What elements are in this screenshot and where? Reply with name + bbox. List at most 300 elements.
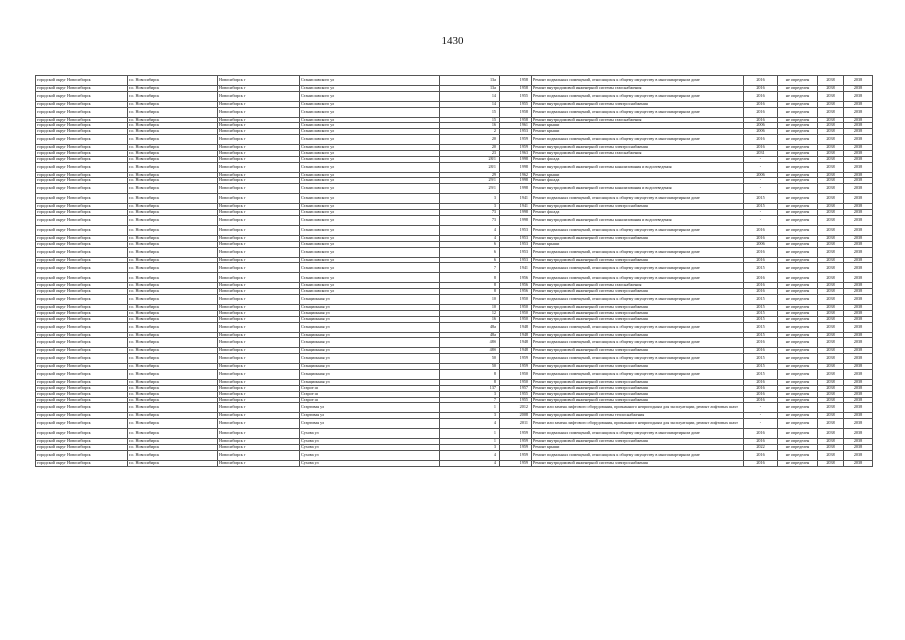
table-cell-city: Новосибирск г <box>218 156 300 162</box>
table-cell-locality: г.о. Новосибирск <box>128 145 218 151</box>
table-cell-year: 1955 <box>500 397 532 403</box>
table-cell-year-to: 2038 <box>844 385 873 391</box>
table-cell-house: 4 <box>440 460 500 466</box>
table-cell-municipality: городской округ Новосибирск <box>36 135 128 145</box>
table-cell-cost: не определен <box>778 391 818 397</box>
table-cell-year-from: 2038 <box>818 413 844 419</box>
table-cell-locality: г.о. Новосибирск <box>128 460 218 466</box>
table-cell-street: Станиславского ул <box>300 101 440 107</box>
table-cell-year: 1953 <box>500 129 532 135</box>
table-cell-year: 1948 <box>500 322 532 332</box>
table-cell-city: Новосибирск г <box>218 194 300 204</box>
table-cell-year: 1956 <box>500 273 532 283</box>
table-cell-house: 20 <box>440 145 500 151</box>
table-cell-house: 6 <box>440 257 500 263</box>
table-cell-work-type: Ремонт внутридомовой инженерной системы теплоснабжения <box>532 413 744 419</box>
table-cell-locality: г.о. Новосибирск <box>128 162 218 172</box>
table-cell-street: Станционная ул <box>300 380 440 386</box>
table-cell-house: 16 <box>440 316 500 322</box>
table-cell-house: 29 <box>440 172 500 178</box>
table-cell-cost: не определен <box>778 310 818 316</box>
table-cell-municipality: городской округ Новосибирск <box>36 241 128 247</box>
table-cell-house: 137 <box>440 385 500 391</box>
table-cell-municipality: городской округ Новосибирск <box>36 225 128 235</box>
table-cell-work-type: Ремонт внутридомовой инженерной системы электроснабжения <box>532 316 744 322</box>
table-cell-cost: не определен <box>778 263 818 273</box>
table-cell-work-type: Ремонт подвальных помещений, относящихся к общему имуществу в многоквартирном доме <box>532 273 744 283</box>
table-cell-year: 1959 <box>500 135 532 145</box>
table-cell-year-to: 2038 <box>844 445 873 451</box>
table-cell-street: Станиславского ул <box>300 135 440 145</box>
table-cell-year-to: 2038 <box>844 370 873 380</box>
table-cell-house: 13а <box>440 86 500 92</box>
table-cell-city: Новосибирск г <box>218 305 300 311</box>
table-cell-plan-years: - <box>744 184 778 194</box>
table-cell-street: Старое ш <box>300 385 440 391</box>
table-cell-year-to: 2038 <box>844 450 873 460</box>
table-cell-municipality: городской округ Новосибирск <box>36 247 128 257</box>
table-cell-year-from: 2038 <box>818 135 844 145</box>
table-cell-street: Станиславского ул <box>300 184 440 194</box>
table-cell-year: 1957 <box>500 385 532 391</box>
table-cell-plan-years: 2022 <box>744 445 778 451</box>
table-cell-house: 4 <box>440 450 500 460</box>
table-cell-street: Станиславского ул <box>300 129 440 135</box>
table-cell-year: 1950 <box>500 370 532 380</box>
table-cell-year-to: 2038 <box>844 397 873 403</box>
table-cell-street: Станиславского ул <box>300 204 440 210</box>
table-cell-cost: не определен <box>778 101 818 107</box>
table-cell-city: Новосибирск г <box>218 91 300 101</box>
table-cell-locality: г.о. Новосибирск <box>128 150 218 156</box>
table-cell-house: 28/1 <box>440 156 500 162</box>
table-cell-house: 4 <box>440 419 500 429</box>
table-cell-city: Новосибирск г <box>218 391 300 397</box>
table-cell-year-to: 2038 <box>844 150 873 156</box>
table-cell-cost: не определен <box>778 316 818 322</box>
table-cell-street: Станиславского ул <box>300 178 440 184</box>
table-cell-street: Сухова ул <box>300 429 440 439</box>
table-cell-municipality: городской округ Новосибирск <box>36 403 128 413</box>
table-cell-year-to: 2038 <box>844 439 873 445</box>
table-cell-year-from: 2038 <box>818 429 844 439</box>
table-cell-cost: не определен <box>778 215 818 225</box>
table-cell-municipality: городской округ Новосибирск <box>36 316 128 322</box>
table-cell-cost: не определен <box>778 107 818 117</box>
table-cell-plan-years: 2015 <box>744 305 778 311</box>
table-cell-street: Станционная ул <box>300 295 440 305</box>
table-cell-work-type: Ремонт внутридомовой инженерной системы электроснабжения <box>532 460 744 466</box>
table-cell-street: Стартовая ул <box>300 419 440 429</box>
table-row <box>36 370 873 380</box>
table-cell-municipality: городской округ Новосибирск <box>36 354 128 364</box>
table-cell-year: 1958 <box>500 107 532 117</box>
table-row <box>36 322 873 332</box>
table-cell-year: 1941 <box>500 204 532 210</box>
table-cell-plan-years: 2016 <box>744 273 778 283</box>
table-cell-city: Новосибирск г <box>218 332 300 338</box>
table-cell-year: 1963 <box>500 150 532 156</box>
table-cell-street: Старое ш <box>300 391 440 397</box>
table-cell-plan-years: 2015 <box>744 295 778 305</box>
table-cell-plan-years: 2016 <box>744 91 778 101</box>
table-cell-cost: не определен <box>778 354 818 364</box>
table-row <box>36 162 873 172</box>
table-cell-work-type: Ремонт подвальных помещений, относящихся к общему имуществу в многоквартирном доме <box>532 429 744 439</box>
table-cell-cost: не определен <box>778 194 818 204</box>
table-cell-year-from: 2038 <box>818 204 844 210</box>
table-cell-street: Станционная ул <box>300 310 440 316</box>
table-cell-year-from: 2038 <box>818 445 844 451</box>
table-cell-municipality: городской округ Новосибирск <box>36 145 128 151</box>
table-cell-city: Новосибирск г <box>218 370 300 380</box>
table-cell-plan-years: 2016 <box>744 348 778 354</box>
table-row <box>36 135 873 145</box>
table-cell-year-to: 2038 <box>844 172 873 178</box>
table-cell-work-type: Ремонт фасада <box>532 210 744 216</box>
table-cell-plan-years: 2006 <box>744 123 778 129</box>
table-cell-city: Новосибирск г <box>218 210 300 216</box>
table-cell-street: Станиславского ул <box>300 283 440 289</box>
table-cell-year: 1953 <box>500 225 532 235</box>
table-cell-locality: г.о. Новосибирск <box>128 413 218 419</box>
repair-schedule-table <box>35 75 873 467</box>
table-cell-year: 1998 <box>500 156 532 162</box>
table-cell-municipality: городской округ Новосибирск <box>36 332 128 338</box>
table-cell-municipality: городской округ Новосибирск <box>36 289 128 295</box>
table-cell-municipality: городской округ Новосибирск <box>36 450 128 460</box>
table-cell-cost: не определен <box>778 184 818 194</box>
table-cell-street: Станиславского ул <box>300 156 440 162</box>
table-cell-city: Новосибирск г <box>218 338 300 348</box>
table-cell-work-type: Ремонт внутридомовой инженерной системы электроснабжения <box>532 289 744 295</box>
table-cell-year-from: 2038 <box>818 91 844 101</box>
table-cell-cost: не определен <box>778 235 818 241</box>
table-cell-locality: г.о. Новосибирск <box>128 289 218 295</box>
table-cell-locality: г.о. Новосибирск <box>128 316 218 322</box>
table-cell-plan-years: 2015 <box>744 322 778 332</box>
table-cell-year-to: 2038 <box>844 413 873 419</box>
table-cell-year-from: 2038 <box>818 305 844 311</box>
table-cell-year-from: 2038 <box>818 101 844 107</box>
table-cell-municipality: городской округ Новосибирск <box>36 215 128 225</box>
table-cell-street: Станционная ул <box>300 370 440 380</box>
table-cell-plan-years: 2015 <box>744 332 778 338</box>
table-cell-municipality: городской округ Новосибирск <box>36 210 128 216</box>
table-cell-year-to: 2038 <box>844 305 873 311</box>
table-cell-year: 1956 <box>500 283 532 289</box>
table-cell-plan-years: 2016 <box>744 380 778 386</box>
table-cell-street: Станционная ул <box>300 322 440 332</box>
table-cell-work-type: Ремонт подвальных помещений, относящихся к общему имуществу в многоквартирном доме <box>532 263 744 273</box>
table-cell-locality: г.о. Новосибирск <box>128 332 218 338</box>
table-cell-year-from: 2038 <box>818 117 844 123</box>
table-cell-cost: не определен <box>778 91 818 101</box>
table-cell-cost: не определен <box>778 419 818 429</box>
table-cell-cost: не определен <box>778 413 818 419</box>
table-cell-locality: г.о. Новосибирск <box>128 86 218 92</box>
table-cell-locality: г.о. Новосибирск <box>128 295 218 305</box>
table-cell-year-to: 2038 <box>844 338 873 348</box>
table-cell-year-from: 2038 <box>818 403 844 413</box>
table-cell-street: Станционная ул <box>300 332 440 338</box>
table-cell-year-from: 2038 <box>818 215 844 225</box>
table-cell-year-to: 2038 <box>844 247 873 257</box>
table-cell-municipality: городской округ Новосибирск <box>36 194 128 204</box>
table-cell-year-from: 2038 <box>818 316 844 322</box>
table-row <box>36 263 873 273</box>
table-cell-work-type: Ремонт подвальных помещений, относящихся к общему имуществу в многоквартирном доме <box>532 370 744 380</box>
table-cell-house: 15 <box>440 117 500 123</box>
table-cell-cost: не определен <box>778 403 818 413</box>
table-cell-year-from: 2038 <box>818 397 844 403</box>
table-cell-municipality: городской округ Новосибирск <box>36 295 128 305</box>
table-cell-year: 1956 <box>500 289 532 295</box>
table-cell-year-to: 2038 <box>844 91 873 101</box>
table-cell-year-to: 2038 <box>844 257 873 263</box>
table-cell-plan-years: 2016 <box>744 385 778 391</box>
table-cell-year-to: 2038 <box>844 273 873 283</box>
table-cell-locality: г.о. Новосибирск <box>128 385 218 391</box>
table-cell-city: Новосибирск г <box>218 117 300 123</box>
table-cell-work-type: Ремонт подвальных помещений, относящихся к общему имуществу в многоквартирном доме <box>532 322 744 332</box>
table-cell-city: Новосибирск г <box>218 135 300 145</box>
table-cell-city: Новосибирск г <box>218 403 300 413</box>
table-cell-municipality: городской округ Новосибирск <box>36 76 128 86</box>
table-cell-municipality: городской округ Новосибирск <box>36 156 128 162</box>
table-cell-year-from: 2038 <box>818 194 844 204</box>
table-cell-municipality: городской округ Новосибирск <box>36 172 128 178</box>
table-cell-municipality: городской округ Новосибирск <box>36 445 128 451</box>
table-cell-municipality: городской округ Новосибирск <box>36 391 128 397</box>
table-cell-street: Станиславского ул <box>300 257 440 263</box>
table-cell-work-type: Ремонт внутридомовой инженерной системы электроснабжения <box>532 385 744 391</box>
table-cell-cost: не определен <box>778 322 818 332</box>
table-cell-year-to: 2038 <box>844 135 873 145</box>
table-row <box>36 225 873 235</box>
table-cell-year-to: 2038 <box>844 225 873 235</box>
table-cell-house: 3 <box>440 413 500 419</box>
table-cell-street: Станционная ул <box>300 305 440 311</box>
table-cell-city: Новосибирск г <box>218 241 300 247</box>
table-cell-plan-years: 2016 <box>744 101 778 107</box>
table-cell-year: 1953 <box>500 247 532 257</box>
table-cell-locality: г.о. Новосибирск <box>128 310 218 316</box>
table-cell-city: Новосибирск г <box>218 322 300 332</box>
table-cell-year-from: 2038 <box>818 150 844 156</box>
table-cell-municipality: городской округ Новосибирск <box>36 263 128 273</box>
table-cell-year: 1959 <box>500 354 532 364</box>
table-cell-city: Новосибирск г <box>218 295 300 305</box>
table-cell-house: 73 <box>440 215 500 225</box>
table-cell-year: 1953 <box>500 241 532 247</box>
table-cell-street: Сухова ул <box>300 460 440 466</box>
table-cell-year-to: 2038 <box>844 162 873 172</box>
table-cell-work-type: Ремонт внутридомовой инженерной системы электроснабжения <box>532 305 744 311</box>
table-cell-plan-years: 2016 <box>744 135 778 145</box>
table-cell-year: 1961 <box>500 123 532 129</box>
table-cell-cost: не определен <box>778 305 818 311</box>
table-cell-year: 1948 <box>500 338 532 348</box>
table-cell-year-from: 2038 <box>818 385 844 391</box>
table-cell-year-to: 2038 <box>844 86 873 92</box>
table-cell-work-type: Ремонт подвальных помещений, относящихся к общему имуществу в многоквартирном доме <box>532 107 744 117</box>
table-cell-year: 1950 <box>500 380 532 386</box>
table-cell-house: 3 <box>440 204 500 210</box>
table-cell-city: Новосибирск г <box>218 107 300 117</box>
table-cell-year: 1958 <box>500 86 532 92</box>
table-cell-house: 73 <box>440 210 500 216</box>
table-cell-year-from: 2038 <box>818 460 844 466</box>
table-cell-year-from: 2038 <box>818 322 844 332</box>
table-cell-house: 15 <box>440 107 500 117</box>
table-cell-year: 1948 <box>500 332 532 338</box>
table-cell-cost: не определен <box>778 460 818 466</box>
table-cell-city: Новосибирск г <box>218 145 300 151</box>
table-cell-house: 48а <box>440 332 500 338</box>
table-cell-house: 10 <box>440 295 500 305</box>
table-cell-plan-years: 2016 <box>744 107 778 117</box>
table-cell-year-from: 2038 <box>818 184 844 194</box>
table-cell-city: Новосибирск г <box>218 215 300 225</box>
table-cell-plan-years: 2031 <box>744 150 778 156</box>
table-cell-plan-years: - <box>744 162 778 172</box>
table-cell-year-to: 2038 <box>844 178 873 184</box>
table-cell-year-to: 2038 <box>844 364 873 370</box>
table-cell-city: Новосибирск г <box>218 129 300 135</box>
table-cell-year-from: 2038 <box>818 439 844 445</box>
table-cell-year-from: 2038 <box>818 76 844 86</box>
table-cell-house: 14 <box>440 101 500 107</box>
table-cell-locality: г.о. Новосибирск <box>128 322 218 332</box>
table-cell-municipality: городской округ Новосибирск <box>36 91 128 101</box>
table-cell-city: Новосибирск г <box>218 123 300 129</box>
table-cell-year: 1998 <box>500 215 532 225</box>
table-cell-year-from: 2038 <box>818 283 844 289</box>
table-cell-house: 4 <box>440 225 500 235</box>
table-cell-work-type: Ремонт внутридомовой инженерной системы газоснабжения <box>532 150 744 156</box>
table-cell-cost: не определен <box>778 145 818 151</box>
table-cell-plan-years: 2016 <box>744 117 778 123</box>
table-cell-year-from: 2038 <box>818 123 844 129</box>
table-cell-street: Старое ш <box>300 397 440 403</box>
table-cell-locality: г.о. Новосибирск <box>128 235 218 241</box>
table-cell-municipality: городской округ Новосибирск <box>36 178 128 184</box>
table-cell-municipality: городской округ Новосибирск <box>36 283 128 289</box>
table-cell-municipality: городской округ Новосибирск <box>36 162 128 172</box>
table-cell-year-from: 2038 <box>818 391 844 397</box>
table-cell-house: 28/1 <box>440 162 500 172</box>
table-cell-year: 2011 <box>500 419 532 429</box>
table-cell-plan-years: - <box>744 403 778 413</box>
table-cell-street: Стартовая ул <box>300 413 440 419</box>
table-cell-year: 1950 <box>500 310 532 316</box>
table-cell-year-to: 2038 <box>844 295 873 305</box>
table-cell-year-from: 2038 <box>818 380 844 386</box>
table-cell-year-from: 2038 <box>818 263 844 273</box>
table-cell-city: Новосибирск г <box>218 445 300 451</box>
table-cell-city: Новосибирск г <box>218 310 300 316</box>
table-cell-year-to: 2038 <box>844 429 873 439</box>
table-cell-cost: не определен <box>778 429 818 439</box>
table-cell-year: 1950 <box>500 316 532 322</box>
table-cell-work-type: Ремонт внутридомовой инженерной системы электроснабжения <box>532 439 744 445</box>
table-cell-cost: не определен <box>778 364 818 370</box>
table-cell-plan-years: - <box>744 156 778 162</box>
table-cell-plan-years: 2015 <box>744 194 778 204</box>
table-cell-cost: не определен <box>778 150 818 156</box>
table-cell-plan-years: 2016 <box>744 76 778 86</box>
table-cell-municipality: городской округ Новосибирск <box>36 123 128 129</box>
table-cell-municipality: городской округ Новосибирск <box>36 257 128 263</box>
table-cell-plan-years: 2015 <box>744 310 778 316</box>
table-cell-year: 1959 <box>500 439 532 445</box>
table-cell-year-to: 2038 <box>844 380 873 386</box>
page-number: 1430 <box>441 35 464 47</box>
table-cell-house: 6 <box>440 247 500 257</box>
table-cell-municipality: городской округ Новосибирск <box>36 184 128 194</box>
table-cell-year-from: 2038 <box>818 338 844 348</box>
table-cell-year: 1958 <box>500 117 532 123</box>
table-cell-year-to: 2038 <box>844 210 873 216</box>
table-cell-year-to: 2038 <box>844 332 873 338</box>
table-cell-work-type: Ремонт подвальных помещений, относящихся к общему имуществу в многоквартирном доме <box>532 354 744 364</box>
table-cell-year: 1962 <box>500 172 532 178</box>
table-cell-municipality: городской округ Новосибирск <box>36 397 128 403</box>
table-cell-house: 1 <box>440 403 500 413</box>
table-cell-cost: не определен <box>778 162 818 172</box>
table-cell-plan-years: - <box>744 419 778 429</box>
table-cell-work-type: Ремонт крыши <box>532 129 744 135</box>
table-cell-locality: г.о. Новосибирск <box>128 429 218 439</box>
table-cell-house: 50 <box>440 364 500 370</box>
table-cell-work-type: Ремонт внутридомовой инженерной системы газоснабжения <box>532 86 744 92</box>
table-cell-city: Новосибирск г <box>218 364 300 370</box>
table-cell-year-to: 2038 <box>844 76 873 86</box>
table-cell-work-type: Ремонт внутридомовой инженерной системы электроснабжения <box>532 257 744 263</box>
table-cell-house: 16 <box>440 123 500 129</box>
table-body <box>36 76 873 467</box>
table-cell-house: 29/1 <box>440 184 500 194</box>
table-cell-cost: не определен <box>778 257 818 263</box>
table-cell-work-type: Ремонт фасада <box>532 178 744 184</box>
table-cell-year-from: 2038 <box>818 273 844 283</box>
table-row <box>36 450 873 460</box>
table-cell-plan-years: 2006 <box>744 172 778 178</box>
table-cell-street: Станиславского ул <box>300 145 440 151</box>
table-cell-plan-years: - <box>744 178 778 184</box>
table-cell-year-to: 2038 <box>844 289 873 295</box>
table-cell-locality: г.о. Новосибирск <box>128 380 218 386</box>
table-cell-year: 1958 <box>500 76 532 86</box>
table-row <box>36 215 873 225</box>
table-cell-plan-years: 2015 <box>744 370 778 380</box>
table-cell-locality: г.о. Новосибирск <box>128 370 218 380</box>
table-cell-cost: не определен <box>778 450 818 460</box>
table-row <box>36 338 873 348</box>
table-cell-plan-years: 2006 <box>744 241 778 247</box>
table-cell-house: 8 <box>440 273 500 283</box>
table-cell-city: Новосибирск г <box>218 397 300 403</box>
table-cell-house: 7 <box>440 263 500 273</box>
table-cell-municipality: городской округ Новосибирск <box>36 204 128 210</box>
table-cell-cost: не определен <box>778 445 818 451</box>
table-cell-work-type: Ремонт крыши <box>532 172 744 178</box>
table-cell-locality: г.о. Новосибирск <box>128 178 218 184</box>
table-cell-street: Станционная ул <box>300 348 440 354</box>
table-cell-year-from: 2038 <box>818 241 844 247</box>
table-cell-municipality: городской округ Новосибирск <box>36 101 128 107</box>
